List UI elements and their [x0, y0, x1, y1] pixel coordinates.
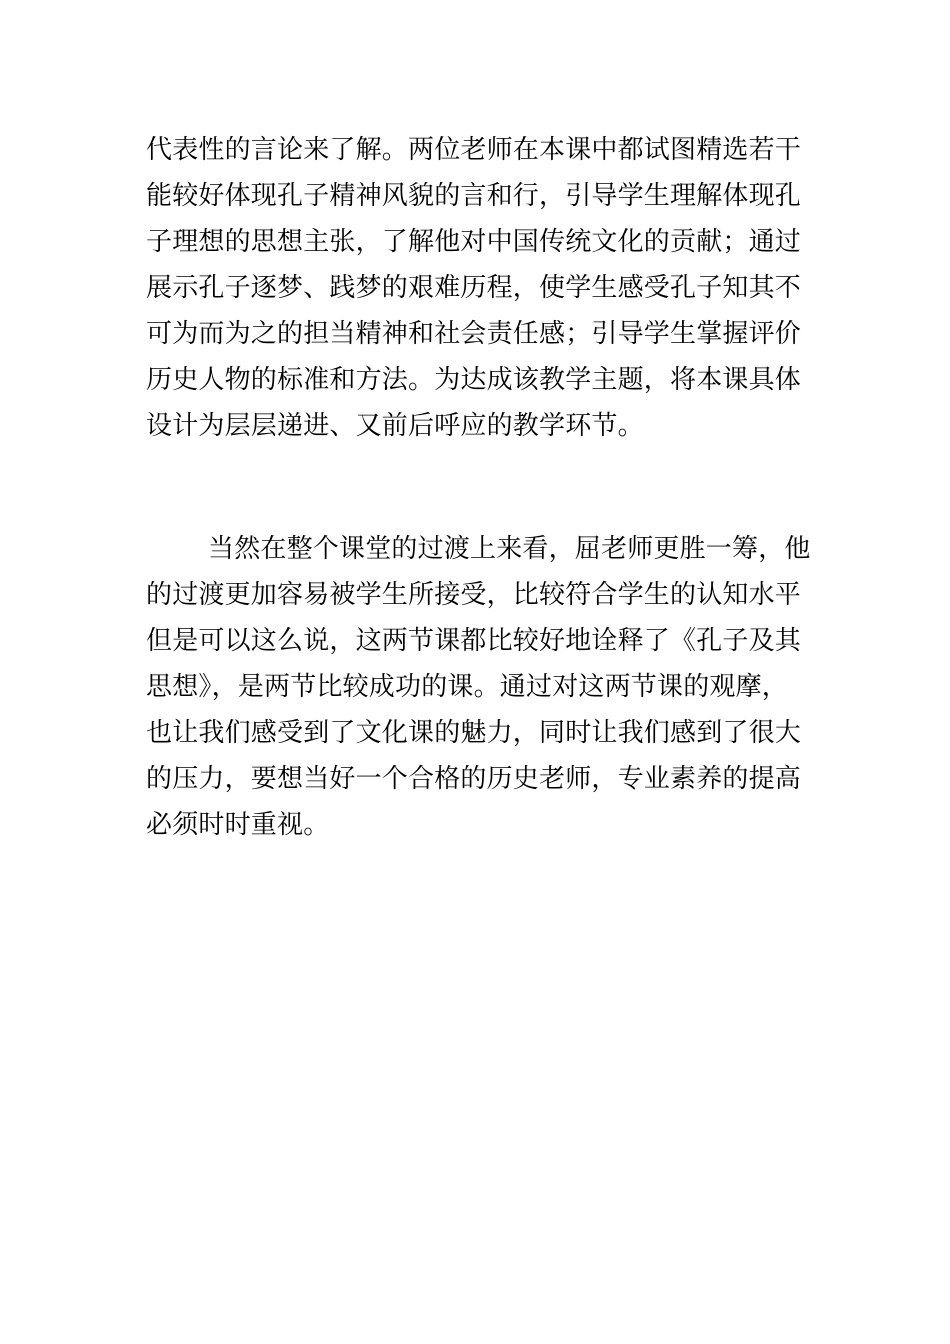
paragraph-2: [146, 526, 816, 848]
paragraph-line: 代表性的言论来了解。两位老师在本课中都试图精选若干: [146, 135, 802, 165]
paragraph-line: 但是可以这么说，这两节课都比较好地诠释了《孔子及其: [146, 626, 802, 656]
paragraph-line: 必须时时重视。: [146, 810, 330, 840]
paragraph-line: 思想》，是两节比较成功的课。通过对这两节课的观摩，: [146, 672, 789, 702]
paragraph-line: 历史人物的标准和方法。为达成该教学主题，将本课具体: [146, 365, 802, 395]
paragraph-line: 设计为层层递进、又前后呼应的教学环节。: [146, 411, 644, 441]
paragraph-line: 可为而为之的担当精神和社会责任感；引导学生掌握评价: [146, 319, 802, 349]
paragraph-line: 展示孔子逐梦、践梦的艰难历程，使学生感受孔子知其不: [146, 273, 802, 303]
paragraph-line: 当然在整个课堂的过渡上来看，屈老师更胜一筹，他: [208, 534, 811, 564]
paragraph-line: 的压力，要想当好一个合格的历史老师，专业素养的提高: [146, 764, 802, 794]
paragraph-line: 子理想的思想主张，了解他对中国传统文化的贡献；通过: [146, 227, 802, 257]
paragraph-line: 也让我们感受到了文化课的魅力，同时让我们感到了很大: [146, 718, 802, 748]
paragraph-line: 能较好体现孔子精神风貌的言和行，引导学生理解体现孔: [146, 181, 802, 211]
paragraph-1: [146, 127, 816, 449]
paragraph-line: 的过渡更加容易被学生所接受，比较符合学生的认知水平: [146, 580, 802, 610]
